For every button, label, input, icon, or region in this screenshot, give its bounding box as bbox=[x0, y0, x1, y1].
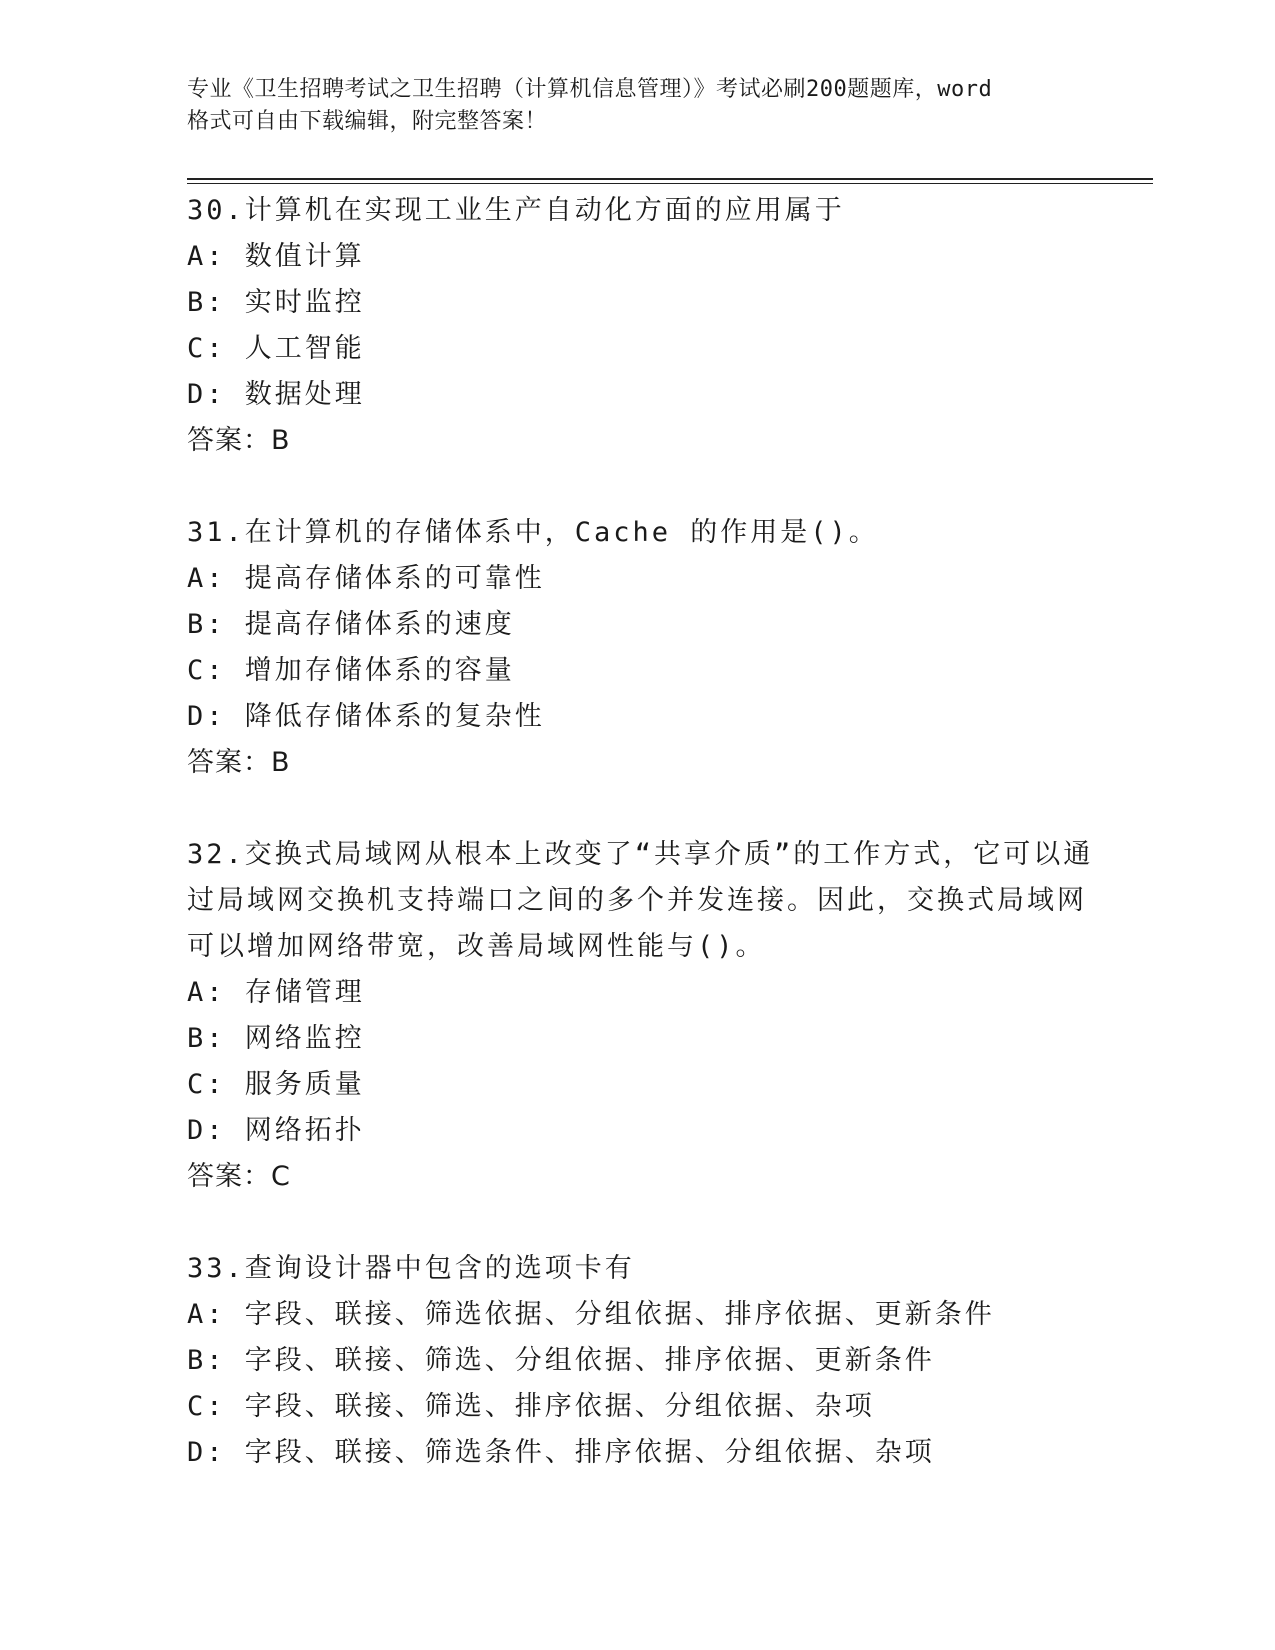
option-a: A: 存储管理 bbox=[187, 977, 365, 1008]
question-stem bbox=[187, 510, 1087, 556]
question-stem-line: 30.计算机在实现工业生产自动化方面的应用属于 bbox=[187, 195, 845, 226]
question-stem-line: 31.在计算机的存储体系中，Cache 的作用是()。 bbox=[187, 517, 879, 548]
question-list bbox=[187, 188, 1094, 1522]
option-c: C: 字段、联接、筛选、排序依据、分组依据、杂项 bbox=[187, 1391, 875, 1422]
option-c: C: 人工智能 bbox=[187, 333, 365, 364]
option-a: A: 提高存储体系的可靠性 bbox=[187, 563, 545, 594]
header-divider-thick bbox=[187, 178, 1153, 180]
question-33 bbox=[187, 1246, 1087, 1476]
option-c: C: 服务质量 bbox=[187, 1069, 365, 1100]
option-b: B: 字段、联接、筛选、分组依据、排序依据、更新条件 bbox=[187, 1345, 935, 1376]
option-d: D: 数据处理 bbox=[187, 379, 365, 410]
option-a: A: 字段、联接、筛选依据、分组依据、排序依据、更新条件 bbox=[187, 1299, 995, 1330]
question-stem-line: 33.查询设计器中包含的选项卡有 bbox=[187, 1253, 635, 1284]
question-stem bbox=[187, 188, 1087, 234]
option-a: A: 数值计算 bbox=[187, 241, 365, 272]
question-stem-line: 过局域网交换机支持端口之间的多个并发连接。因此，交换式局域网 bbox=[187, 885, 1087, 916]
header-line-1: 专业《卫生招聘考试之卫生招聘（计算机信息管理）》考试必刷200题题库，word bbox=[187, 77, 993, 102]
header-divider-thin bbox=[187, 183, 1153, 184]
question-30 bbox=[187, 188, 1087, 464]
header-line-2: 格式可自由下载编辑，附完整答案！ bbox=[187, 109, 548, 134]
answer-line: 答案：B bbox=[187, 747, 291, 778]
question-stem bbox=[187, 1246, 1087, 1292]
option-c: C: 增加存储体系的容量 bbox=[187, 655, 515, 686]
option-b: B: 网络监控 bbox=[187, 1023, 365, 1054]
question-stem-line: 可以增加网络带宽，改善局域网性能与()。 bbox=[187, 931, 766, 962]
option-b: B: 实时监控 bbox=[187, 287, 365, 318]
question-31 bbox=[187, 510, 1087, 786]
question-32 bbox=[187, 832, 1094, 1200]
question-stem bbox=[187, 832, 1094, 970]
option-d: D: 字段、联接、筛选条件、排序依据、分组依据、杂项 bbox=[187, 1437, 935, 1468]
answer-line: 答案：B bbox=[187, 425, 291, 456]
option-b: B: 提高存储体系的速度 bbox=[187, 609, 515, 640]
answer-line: 答案：C bbox=[187, 1161, 291, 1192]
option-d: D: 网络拓扑 bbox=[187, 1115, 365, 1146]
question-stem-line: 32.交换式局域网从根本上改变了“共享介质”的工作方式，它可以通 bbox=[187, 839, 1094, 870]
document-header bbox=[187, 74, 1087, 138]
option-d: D: 降低存储体系的复杂性 bbox=[187, 701, 545, 732]
